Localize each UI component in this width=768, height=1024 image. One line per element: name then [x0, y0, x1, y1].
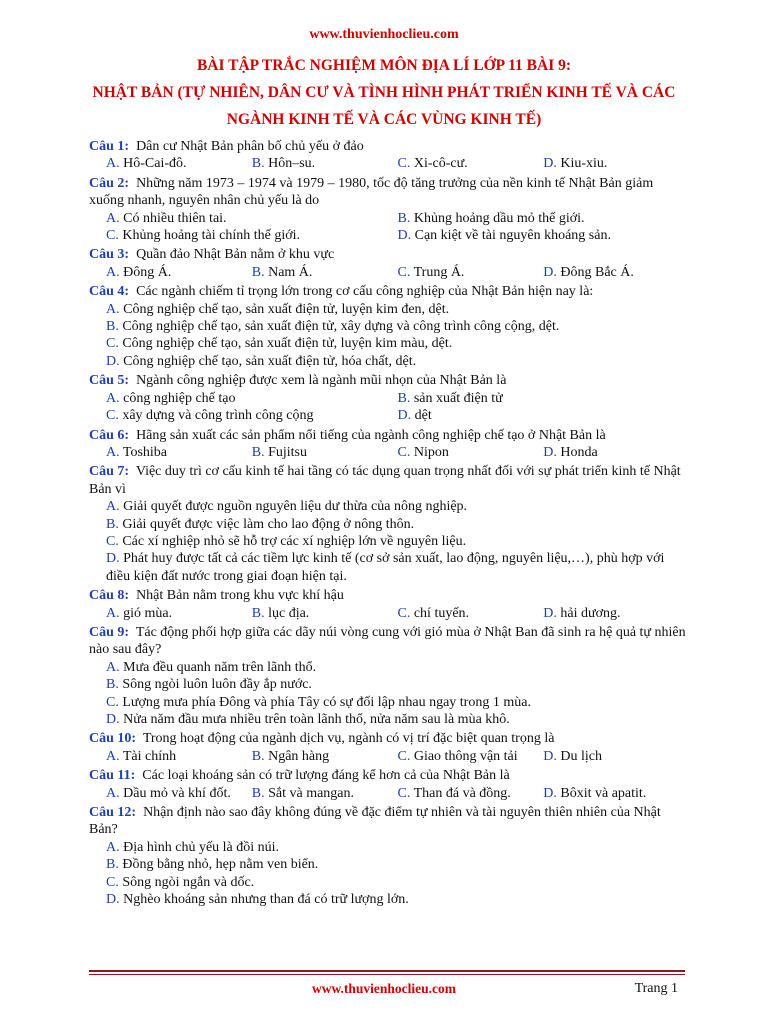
question-text: Dân cư Nhật Bản phân bố chủ yếu ở đảo	[136, 139, 364, 154]
answer-option[interactable]	[106, 210, 398, 227]
question-text: Hãng sản xuất các sản phẩm nổi tiếng của ngành công nghiệp chế tạo ở Nhật Bản là	[136, 427, 606, 443]
option-text: Khủng hoảng dầu mỏ thế giới.	[413, 210, 585, 226]
answer-option[interactable]	[252, 748, 398, 765]
question-stem	[89, 463, 689, 498]
option-letter: A.	[106, 210, 120, 226]
option-letter: C.	[106, 533, 119, 549]
answer-options	[89, 659, 689, 729]
answer-option[interactable]	[106, 390, 398, 407]
footer-website[interactable]: www.thuvienhoclieu.com	[311, 981, 456, 996]
answer-options	[89, 498, 689, 585]
question-item	[89, 804, 689, 908]
option-text: Phát huy được tất cả các tiềm lực kinh tế (cơ sở sản xuất, lao động, nguyên liệu,…), phù hợp với điều kiện đất nước trong giai đoạn hiện tại.	[106, 551, 665, 584]
answer-option[interactable]	[106, 264, 252, 281]
answer-options	[89, 210, 689, 245]
answer-option[interactable]	[106, 353, 689, 370]
option-letter: A.	[106, 156, 120, 172]
answer-option[interactable]	[106, 498, 689, 515]
option-text: Đông Á.	[123, 264, 172, 280]
option-text: công nghiệp chế tạo	[123, 390, 236, 406]
option-text: Fujitsu	[268, 444, 307, 460]
option-text: Có nhiều thiên tai.	[123, 210, 227, 226]
option-letter: D.	[543, 264, 557, 280]
option-letter: B.	[251, 444, 265, 460]
answer-option[interactable]	[106, 785, 252, 802]
question-number: Câu 1:	[89, 139, 130, 154]
question-number: Câu 8:	[89, 588, 130, 604]
option-text: Công nghiệp chế tạo, sản xuất điện tử, xây dựng và công trình công cộng, dệt.	[122, 319, 560, 335]
option-text: Công nghiệp chế tạo, sản xuất điện tử, luyện kim màu, dệt.	[122, 336, 453, 352]
option-letter: B.	[397, 210, 411, 226]
answer-option[interactable]	[106, 874, 689, 891]
question-stem	[89, 138, 689, 155]
option-text: Khủng hoảng tài chính thế giới.	[122, 228, 301, 244]
option-letter: B.	[251, 785, 265, 801]
answer-option[interactable]	[252, 605, 398, 622]
answer-options	[89, 264, 689, 281]
question-stem	[89, 767, 689, 784]
option-text: Kiu-xiu.	[560, 156, 608, 172]
question-item	[89, 372, 689, 424]
answer-option[interactable]	[106, 711, 689, 728]
question-number: Câu 7:	[89, 464, 130, 480]
option-letter: D.	[106, 892, 120, 908]
option-letter: A.	[106, 659, 120, 675]
option-letter: B.	[251, 748, 265, 764]
option-text: Đồng bằng nhỏ, hẹp nằm ven biển.	[122, 857, 319, 873]
question-text: Những năm 1973 – 1974 và 1979 – 1980, tốc độ tăng trưởng của nền kinh tế Nhật Bản giảm xuống nhanh, nguyên nhân chủ yếu là do	[89, 175, 654, 209]
question-stem	[89, 246, 689, 263]
option-text: Nghèo khoáng sản nhưng than đá có trữ lượng lớn.	[123, 892, 409, 908]
option-letter: C.	[397, 748, 411, 764]
option-text: Lượng mưa phía Đông và phía Tây có sự đối lập nhau ngay trong 1 mùa.	[122, 694, 531, 710]
option-letter: D.	[106, 353, 120, 369]
option-letter: A.	[106, 444, 120, 460]
option-letter: D.	[397, 408, 412, 424]
answer-option[interactable]	[543, 605, 689, 622]
option-text: Du lịch	[560, 748, 602, 764]
option-letter: D.	[106, 551, 120, 567]
answer-option[interactable]	[106, 676, 689, 693]
answer-option[interactable]	[106, 335, 689, 352]
option-letter: B.	[106, 857, 119, 873]
option-text: Giải quyết được việc làm cho lao động ở nông thôn.	[122, 516, 415, 532]
question-text: Nhật Bản nằm trong khu vực khí hậu	[136, 588, 344, 604]
option-letter: A.	[106, 499, 120, 515]
question-text: Tác động phối hợp giữa các dãy núi vòng cung với gió mùa ở Nhật Ban đã sinh ra hệ quả tự nhiên nào sau đây?	[89, 624, 686, 658]
answer-option[interactable]	[398, 785, 544, 802]
option-text: Dầu mỏ và khí đốt.	[123, 785, 231, 801]
option-text: dệt	[414, 408, 432, 424]
question-stem	[89, 804, 689, 839]
answer-option[interactable]	[398, 227, 690, 244]
answer-option[interactable]	[106, 407, 398, 424]
answer-option[interactable]	[106, 748, 252, 765]
question-stem	[89, 587, 689, 604]
answer-option[interactable]	[106, 155, 252, 172]
question-item	[89, 587, 689, 622]
answer-options	[89, 444, 689, 461]
answer-option[interactable]	[398, 605, 544, 622]
option-text: Nam Á.	[268, 264, 313, 280]
option-text: Công nghiệp chế tạo, sản xuất điện tử, luyện kim đen, dệt.	[123, 301, 450, 317]
answer-option[interactable]	[106, 516, 689, 533]
option-text: Đông Bắc Á.	[560, 264, 634, 280]
answer-option[interactable]	[106, 856, 689, 873]
answer-option[interactable]	[398, 390, 690, 407]
question-stem	[89, 372, 689, 389]
option-text: lục địa.	[268, 605, 310, 621]
option-text: Than đá và đồng.	[413, 785, 511, 801]
question-text: Các loại khoáng sản có trữ lượng đáng kể hơn cả của Nhật Bản là	[142, 768, 510, 784]
option-letter: A.	[106, 605, 120, 621]
option-text: Giải quyết được nguồn nguyên liệu dư thừa của nông nghiệp.	[123, 499, 468, 515]
answer-option[interactable]	[398, 155, 544, 172]
option-text: Sắt và mangan.	[268, 785, 355, 801]
answer-option[interactable]	[398, 407, 690, 424]
question-stem	[89, 175, 689, 210]
answer-option[interactable]	[106, 839, 689, 856]
option-text: Công nghiệp chế tạo, sản xuất điện tử, hóa chất, dệt.	[123, 353, 417, 369]
answer-option[interactable]	[398, 748, 544, 765]
answer-options	[89, 301, 689, 371]
option-text: Trung Á.	[413, 264, 465, 280]
option-letter: B.	[106, 319, 119, 335]
option-text: Hôn–su.	[268, 156, 316, 172]
answer-option[interactable]	[543, 264, 689, 281]
option-letter: D.	[106, 712, 120, 727]
option-letter: B.	[106, 516, 119, 532]
answer-option[interactable]	[106, 444, 252, 461]
question-item	[89, 246, 689, 281]
question-stem	[89, 730, 689, 747]
option-text: gió mùa.	[123, 605, 173, 621]
option-letter: C.	[106, 694, 119, 710]
option-text: sản xuất điện tử	[413, 390, 503, 406]
answer-options	[89, 839, 689, 909]
option-letter: A.	[106, 839, 120, 855]
option-letter: D.	[543, 605, 557, 621]
option-text: Xi-cô-cư.	[413, 156, 468, 172]
option-text: Cạn kiệt về tài nguyên khoáng sản.	[414, 228, 611, 244]
answer-option[interactable]	[398, 444, 544, 461]
option-letter: A.	[106, 390, 120, 406]
option-text: xây dựng và công trình công cộng	[122, 408, 314, 424]
question-number: Câu 6:	[89, 427, 130, 443]
question-item	[89, 175, 689, 245]
question-item	[89, 730, 689, 765]
option-letter: D.	[397, 228, 412, 244]
option-letter: C.	[397, 264, 411, 280]
answer-option[interactable]	[543, 748, 689, 765]
option-text: Honda	[560, 444, 598, 460]
option-letter: D.	[543, 444, 557, 460]
question-text: Trong hoạt động của ngành dịch vụ, ngành có vị trí đặc biệt quan trọng là	[142, 731, 555, 747]
answer-option[interactable]	[106, 605, 252, 622]
question-number: Câu 11:	[89, 768, 136, 784]
option-letter: C.	[397, 785, 411, 801]
answer-option[interactable]	[106, 533, 689, 550]
answer-options	[89, 785, 689, 802]
footer-rule	[89, 974, 685, 975]
option-text: Toshiba	[122, 444, 168, 460]
answer-option[interactable]	[398, 210, 690, 227]
option-text: hải dương.	[560, 605, 621, 621]
option-letter: B.	[397, 390, 411, 406]
question-number: Câu 9:	[89, 624, 130, 640]
option-letter: C.	[397, 605, 411, 621]
option-letter: A.	[106, 301, 120, 317]
question-list	[89, 138, 689, 908]
question-number: Câu 2:	[89, 175, 130, 191]
question-text: Quần đảo Nhật Bản nằm ở khu vực	[136, 247, 335, 263]
answer-option[interactable]	[252, 155, 398, 172]
answer-option[interactable]	[252, 444, 398, 461]
option-letter: A.	[106, 264, 120, 280]
question-item	[89, 138, 689, 173]
option-letter: B.	[106, 677, 119, 693]
option-text: Sông ngòi ngắn và dốc.	[122, 874, 255, 890]
option-text: Các xí nghiệp nhỏ sẽ hỗ trợ các xí nghiệp lớn về nguyên liệu.	[122, 533, 467, 549]
question-stem	[89, 624, 689, 659]
option-letter: C.	[106, 408, 119, 424]
option-letter: C.	[106, 336, 119, 352]
page-number: Trang 1	[634, 981, 678, 996]
question-text: Việc duy trì cơ cấu kinh tế hai tầng có tác dụng quan trọng nhất đối với sự phát triển kinh tế Nhật Bản vì	[89, 464, 681, 497]
question-text: Các ngành chiếm tỉ trọng lớn trong cơ cấu công nghiệp của Nhật Bản hiện nay là:	[136, 284, 594, 300]
question-item	[89, 624, 689, 728]
answer-option[interactable]	[252, 785, 398, 802]
option-text: Tài chính	[122, 748, 177, 764]
answer-option[interactable]	[543, 155, 689, 172]
title-line: NHẬT BẢN (TỰ NHIÊN, DÂN CƯ VÀ TÌNH HÌNH PHÁT TRIỂN KINH TẾ VÀ CÁC	[92, 84, 676, 101]
option-letter: B.	[251, 605, 265, 621]
answer-options	[89, 390, 689, 425]
option-letter: B.	[251, 156, 265, 172]
option-letter: C.	[106, 874, 119, 890]
option-letter: D.	[543, 748, 557, 764]
option-text: Bôxit và apatit.	[560, 785, 647, 801]
question-item	[89, 767, 689, 802]
option-letter: C.	[106, 228, 119, 244]
question-stem	[89, 283, 689, 300]
answer-option[interactable]	[252, 264, 398, 281]
option-letter: C.	[397, 156, 411, 172]
document-title	[70, 52, 698, 133]
option-letter: D.	[543, 156, 557, 172]
title-line: BÀI TẬP TRẮC NGHIỆM MÔN ĐỊA LÍ LỚP 11 BÀI 9:	[196, 57, 572, 74]
option-letter: A.	[106, 785, 120, 801]
question-number: Câu 3:	[89, 247, 130, 263]
answer-options	[89, 155, 689, 172]
answer-option[interactable]	[398, 264, 544, 281]
answer-option[interactable]	[106, 301, 689, 318]
answer-option[interactable]	[543, 444, 689, 461]
option-text: Địa hình chủ yếu là đồi núi.	[123, 839, 280, 855]
option-text: Ngân hàng	[268, 748, 330, 764]
answer-option[interactable]	[106, 318, 689, 335]
question-number: Câu 10:	[89, 731, 137, 747]
header-website[interactable]: www.thuvienhoclieu.com	[309, 27, 459, 42]
question-item	[89, 427, 689, 462]
question-number: Câu 4:	[89, 284, 130, 300]
answer-option[interactable]	[106, 227, 398, 244]
option-text: chí tuyến.	[413, 605, 470, 621]
option-letter: D.	[543, 785, 557, 801]
answer-option[interactable]	[106, 659, 689, 676]
option-text: Mưa đều quanh năm trên lãnh thổ.	[123, 659, 317, 675]
question-number: Câu 5:	[89, 373, 130, 389]
option-text: Nửa năm đầu mưa nhiều trên toàn lãnh thổ, nửa năm sau là mùa khô.	[123, 712, 510, 727]
answer-option[interactable]	[543, 785, 689, 802]
answer-options	[89, 748, 689, 765]
title-line: NGÀNH KINH TẾ VÀ CÁC VÙNG KINH TẾ)	[226, 111, 542, 128]
question-number: Câu 12:	[89, 805, 137, 821]
question-item	[89, 283, 689, 370]
option-text: Giao thông vận tải	[413, 748, 518, 764]
option-text: Sông ngòi luôn luôn đầy ắp nước.	[122, 677, 312, 693]
question-text: Nhận định nào sao đây không đúng về đặc điểm tự nhiên và tài nguyên thiên nhiên của Nhật Bản?	[89, 805, 661, 838]
question-item	[89, 463, 689, 585]
question-text: Ngành công nghiệp được xem là ngành mũi nhọn của Nhật Bản là	[136, 373, 507, 389]
option-text: Hô-Cai-đô.	[123, 156, 187, 172]
question-stem	[89, 427, 689, 444]
footer-rule	[89, 970, 685, 972]
answer-option[interactable]	[106, 891, 689, 908]
option-letter: C.	[397, 444, 411, 460]
answer-option[interactable]	[106, 694, 689, 711]
option-text: Nipon	[413, 444, 449, 460]
option-letter: B.	[251, 264, 265, 280]
answer-options	[89, 605, 689, 622]
answer-option[interactable]	[106, 550, 689, 585]
option-letter: A.	[106, 748, 120, 764]
